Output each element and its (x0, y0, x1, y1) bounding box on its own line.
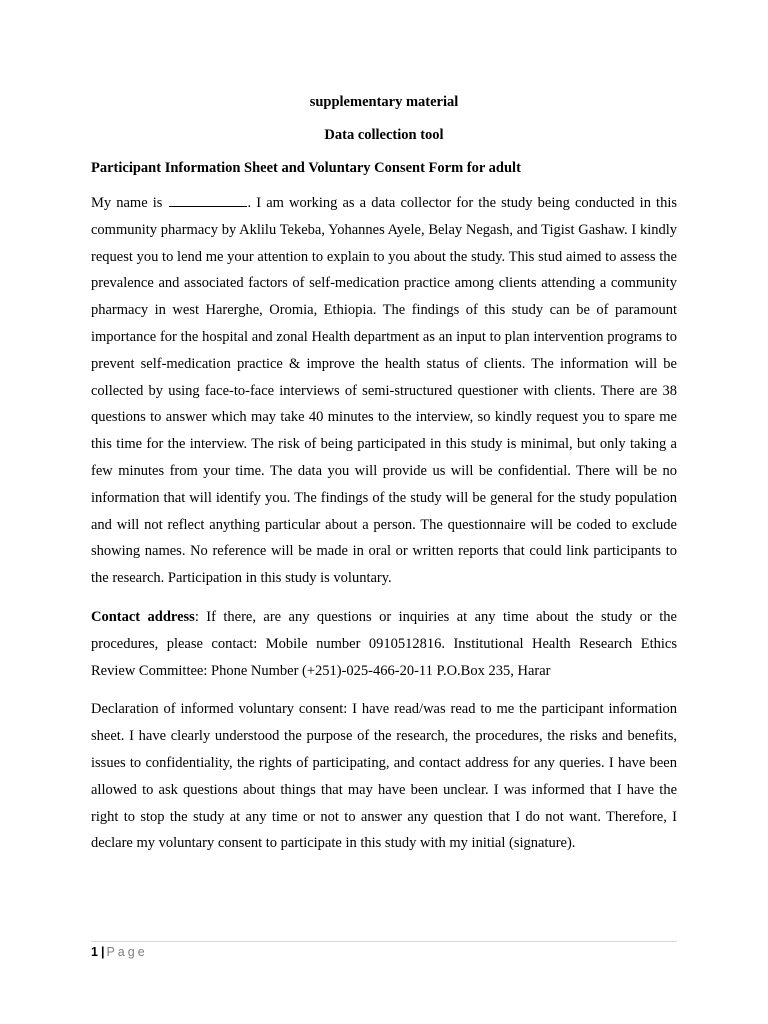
footer-separator: | (100, 945, 105, 959)
section-heading: Participant Information Sheet and Voluntary Consent Form for adult (91, 160, 521, 176)
contact-label: Contact address (91, 608, 195, 625)
name-blank-line (169, 192, 247, 207)
intro-text-start: My name is (91, 195, 168, 211)
intro-paragraph (91, 190, 677, 592)
page-footer (91, 941, 677, 961)
declaration-paragraph: Declaration of informed voluntary consent: I have read/was read to me the participant information sheet. I have clearly understood the purpose of the research, the procedures, the risks and benefits, issues to confidentiality, the rights of participating, and contact address for any queries. I have been allowed to ask questions about things that may have been unclear. I was informed that I have the right to stop the study at any time or not to answer any question that I do not want. Therefore, I declare my voluntary consent to participate in this study with my initial (signature). (91, 701, 677, 852)
contact-paragraph (91, 604, 677, 684)
contact-text: : If there, are any questions or inquiries at any time about the study or the procedures, please contact: Mobile number 0910512816. Institutional Health Research Ethics Review Committee: Phone Number (+251)-025-466-20-11 P.O.Box 235, Harar (91, 608, 677, 679)
document-title: supplementary material (309, 94, 459, 110)
intro-text-rest: . I am working as a data collector for the study being conducted in this community pharmacy by Aklilu Tekeba, Yohannes Ayele, Belay Negash, and Tigist Gashaw. I kindly request you to lend me your attention to explain to you about the study. This stud aimed to assess the prevalence and associated factors of self-medication practice among clients attending a community pharmacy in west Harerghe, Oromia, Ethiopia. The findings of this study can be of paramount importance for the hospital and zonal Health department as an input to plan intervention programs to prevent self-medication practice & improve the health status of clients. The information will be collected by using face-to-face interviews of semi-structured questioner with clients. There are 38 questions to answer which may take 40 minutes to the interview, so kindly request you to spare me this time for the interview. The risk of being participated in this study is minimal, but only taking a few minutes from your time. The data you will provide us will be confidential. There will be no information that will identify you. The findings of the study will be general for the study population and will not reflect anything particular about a person. The questionnaire will be coded to exclude showing names. No reference will be made in oral or written reports that could link participants to the research. Participation in this study is voluntary. (91, 195, 677, 587)
document-page (91, 92, 677, 869)
page-number: 1 (91, 945, 98, 959)
document-subtitle: Data collection tool (324, 127, 444, 143)
page-label: Page (106, 945, 148, 959)
